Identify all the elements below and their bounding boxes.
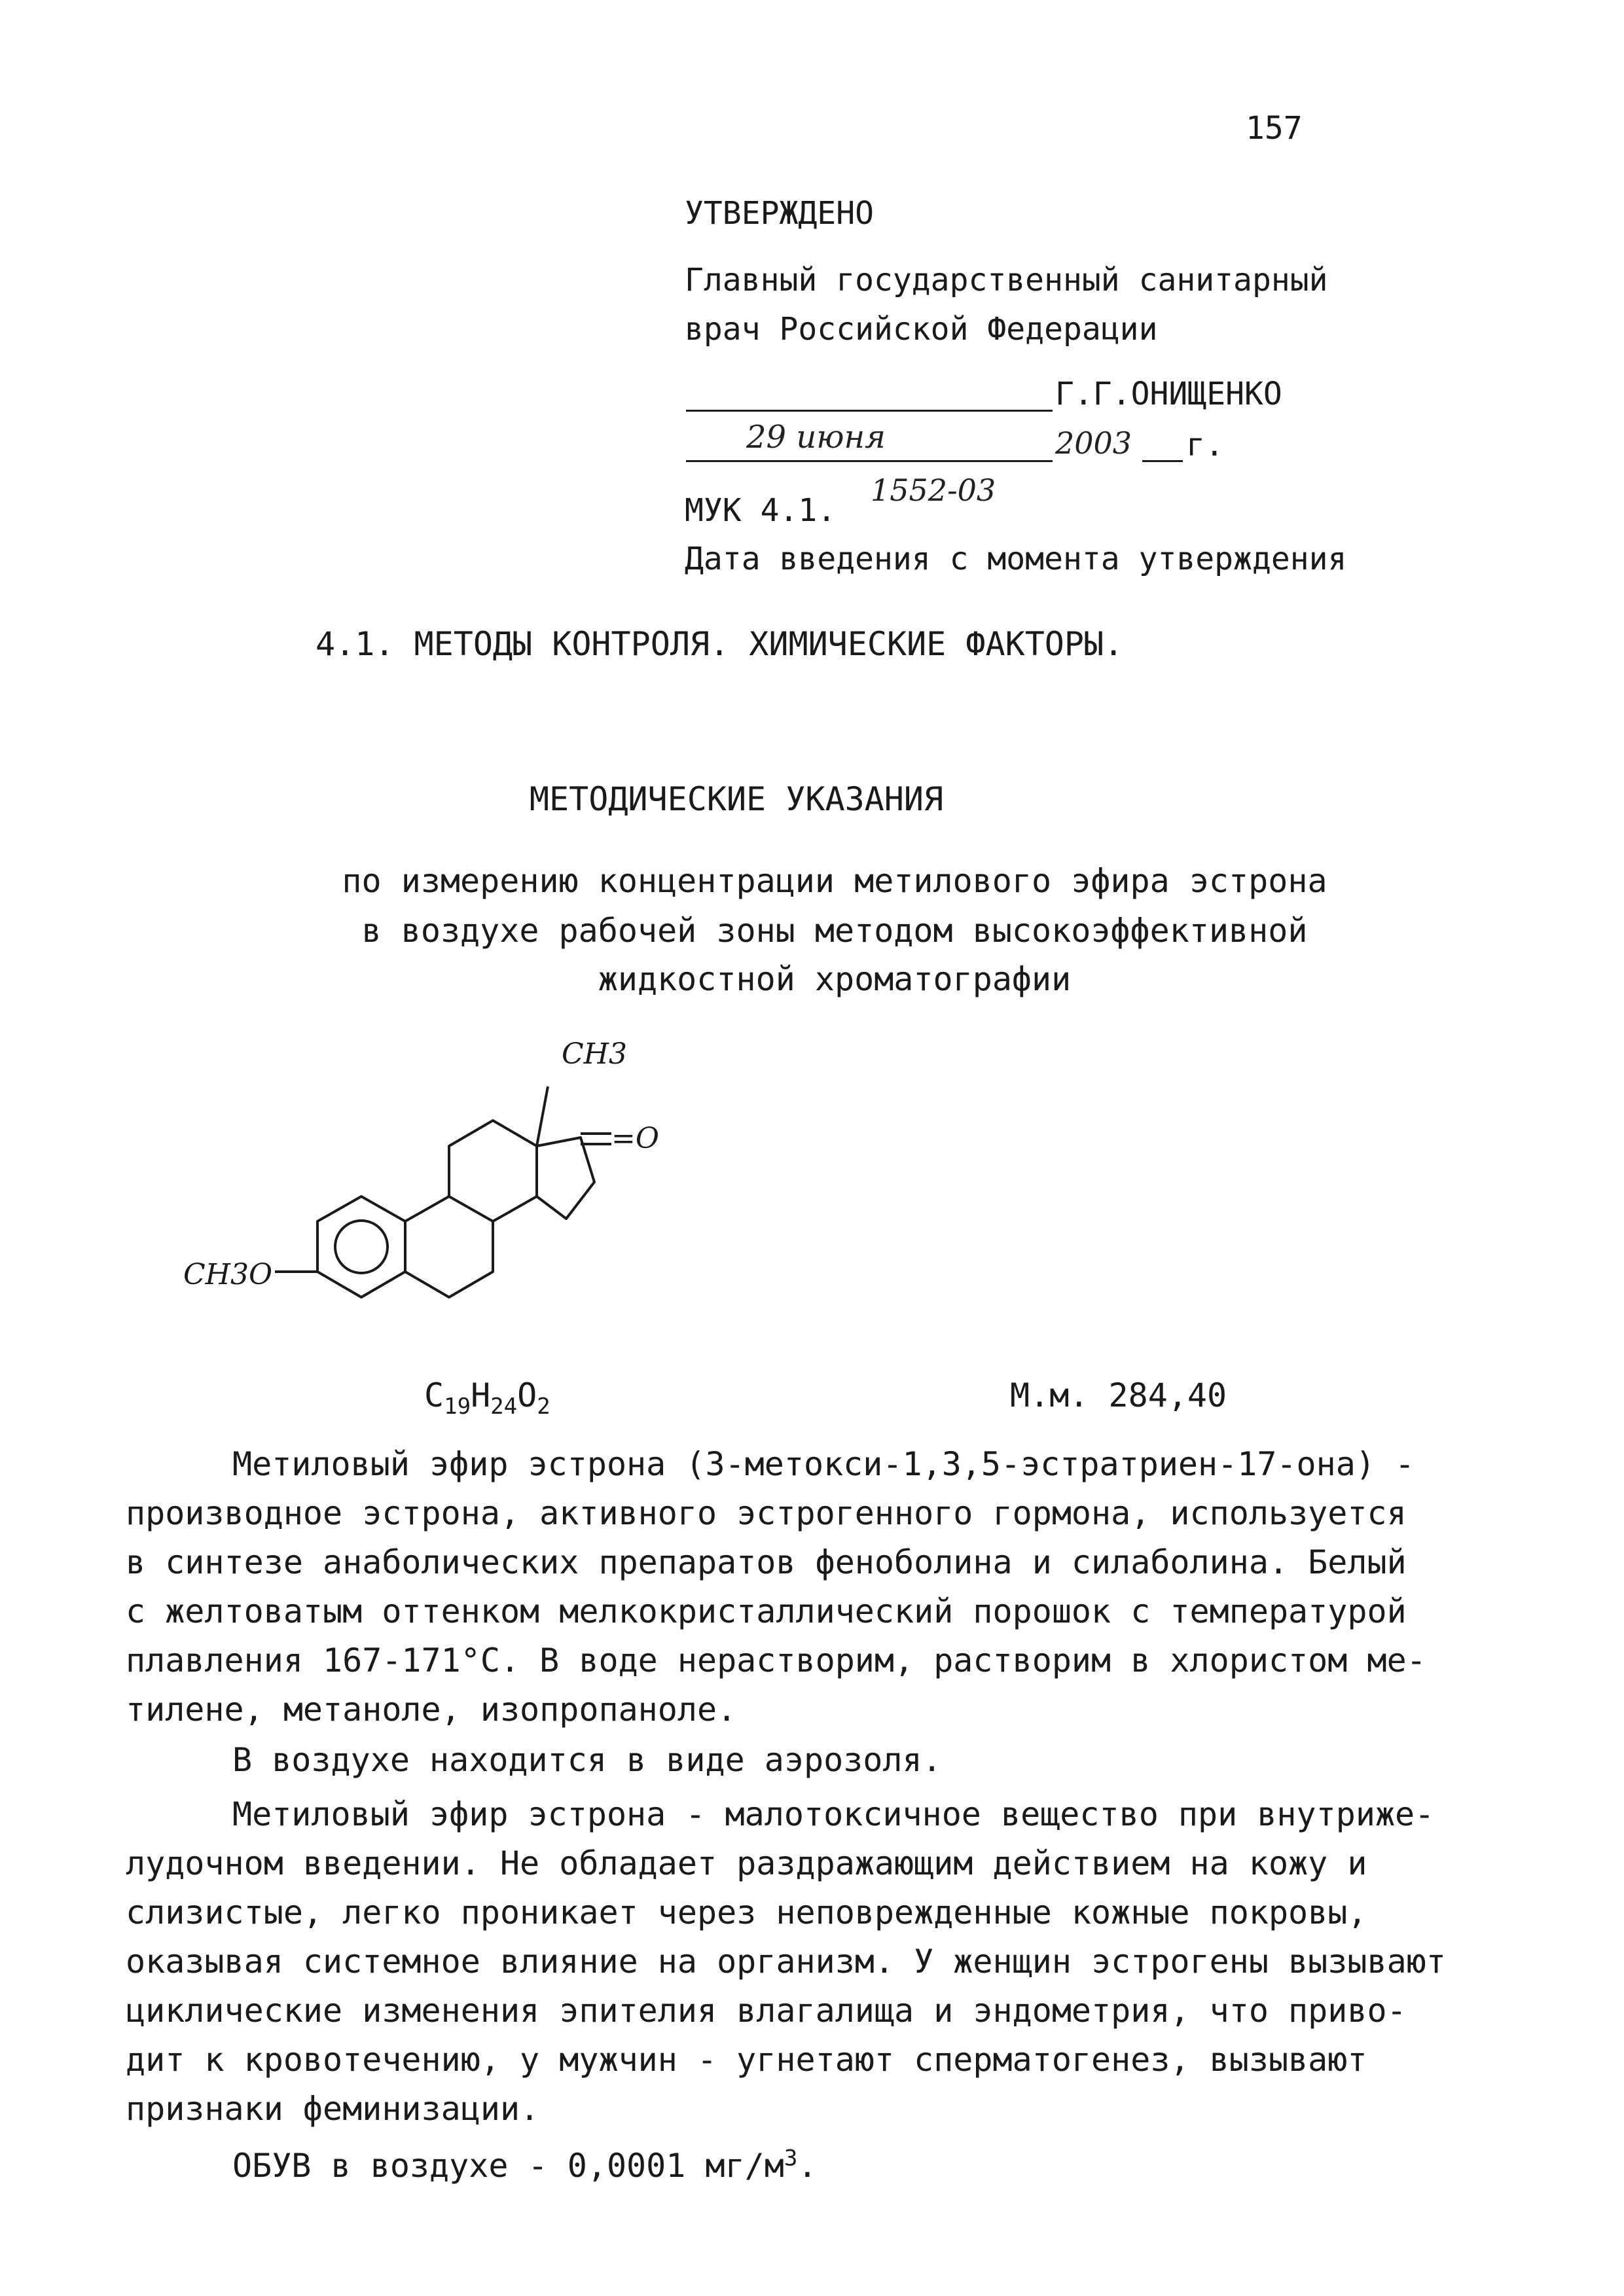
- handwritten-year: 2003: [1055, 425, 1132, 461]
- ring-b: [405, 1196, 493, 1297]
- ring-a: [317, 1196, 405, 1297]
- formula-c-count: 19: [444, 1393, 471, 1420]
- p1-line-5: плавления 167-171°С. В воде нерастворим, растворим в хлористом ме-: [126, 1641, 1426, 1679]
- p1-line-2: производное эстрона, активного эстрогенного гормона, используется: [126, 1494, 1407, 1532]
- formula-c: C: [424, 1376, 444, 1414]
- approval-heading: УТВЕРЖДЕНО: [685, 195, 874, 232]
- p3-line-1: Метиловый эфир эстрона - малотоксичное вещество при внутриже-: [232, 1795, 1435, 1833]
- molecular-formula: [424, 1376, 550, 1420]
- p2-line-1: В воздухе находится в виде аэрозоля.: [232, 1741, 942, 1779]
- p1-line-3: в синтезе анаболических препаратов феноболина и силаболина. Белый: [126, 1543, 1407, 1581]
- formula-o: O: [517, 1376, 537, 1414]
- p3-line-7: признаки феминизации.: [126, 2090, 540, 2128]
- methyl-label: CH3: [562, 1037, 628, 1071]
- aromatic-circle: [335, 1221, 388, 1273]
- signatory-name: Г.Г.ОНИЩЕНКО: [1055, 376, 1282, 412]
- document-title: МЕТОДИЧЕСКИЕ УКАЗАНИЯ: [529, 780, 944, 818]
- obuv-line: [232, 2147, 1476, 2185]
- page-number: 157: [1246, 110, 1303, 147]
- subtitle-line-2: в воздухе рабочей зоны методом высокоэффективной: [361, 912, 1308, 950]
- p1-line-1: Метиловый эфир эстрона (3-метокси-1,3,5-эстратриен-17-она) -: [232, 1445, 1415, 1483]
- obuv-superscript: 3: [784, 2145, 798, 2172]
- p3-line-2: лудочном введении. Не обладает раздражающим действием на кожу и: [126, 1844, 1367, 1882]
- approver-title-line2: врач Российской Федерации: [685, 311, 1158, 348]
- ring-c: [449, 1121, 537, 1221]
- obuv-end: .: [797, 2147, 818, 2185]
- ring-d: [537, 1138, 594, 1219]
- steroid-skeleton: [275, 1086, 611, 1297]
- p3-line-5: циклические изменения эпителия влагалища и эндометрия, что приво-: [126, 1992, 1407, 2030]
- subtitle-line-3: жидкостной хроматографии: [598, 960, 1072, 998]
- p1-line-4: с желтоватым оттенком мелкокристаллический порошок с температурой: [126, 1592, 1407, 1630]
- section-title: 4.1. МЕТОДЫ КОНТРОЛЯ. ХИМИЧЕСКИЕ ФАКТОРЫ.: [316, 625, 1124, 663]
- p3-line-6: дит к кровотечению, у мужчин - угнетают сперматогенез, вызывают: [126, 2041, 1367, 2079]
- obuv-text: ОБУВ в воздухе - 0,0001 мг/м: [232, 2147, 784, 2185]
- formula-h-count: 24: [490, 1393, 518, 1420]
- handwritten-muk-number: 1552-03: [871, 473, 996, 508]
- handwritten-date: 29 июня: [746, 419, 886, 456]
- methoxy-label: CH3O: [183, 1258, 273, 1291]
- molar-mass: М.м. 284,40: [1010, 1376, 1227, 1414]
- p3-line-4: оказывая системное влияние на организм. У женщин эстрогены вызывают: [126, 1943, 1446, 1981]
- methyl-bond: [537, 1086, 548, 1146]
- formula-o-count: 2: [537, 1393, 550, 1420]
- approver-title-line1: Главный государственный санитарный: [685, 262, 1328, 298]
- formula-h: H: [471, 1376, 491, 1414]
- year-suffix: г.: [1186, 427, 1224, 463]
- p3-line-3: слизистые, легко проникает через неповрежденные кожные покровы,: [126, 1893, 1367, 1931]
- p1-line-6: тилене, метаноле, изопропаноле.: [126, 1691, 737, 1729]
- muk-prefix: МУК 4.1.: [685, 492, 837, 529]
- oxo-label: =O: [611, 1122, 659, 1155]
- effective-date: Дата введения с момента утверждения: [685, 541, 1347, 577]
- subtitle-line-1: по измерению концентрации метилового эфира эстрона: [342, 862, 1327, 900]
